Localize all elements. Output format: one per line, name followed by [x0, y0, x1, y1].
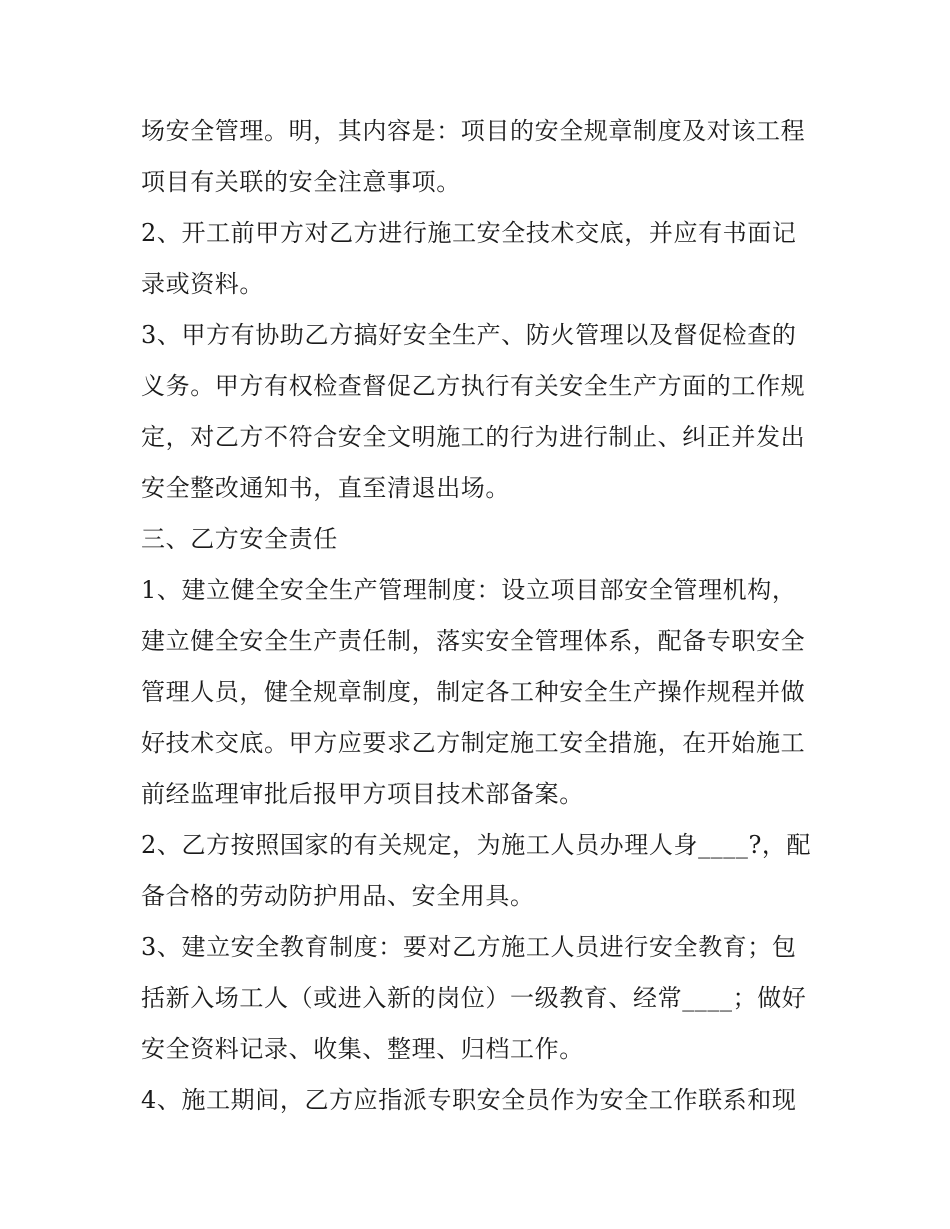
text-line: 3、建立安全教育制度：要对乙方施工人员进行安全教育；包	[141, 933, 797, 961]
text-line: 2、乙方按照国家的有关规定，为施工人员办理人身____?，配	[141, 831, 812, 859]
text-line: 建立健全安全生产责任制，落实安全管理体系，配备专职安全	[141, 627, 806, 655]
text-line: 好技术交底。甲方应要求乙方制定施工安全措施，在开始施工	[141, 729, 806, 757]
text-line: 场安全管理。明，其内容是：项目的安全规章制度及对该工程	[141, 117, 806, 145]
text-line: 3、甲方有协助乙方搞好安全生产、防火管理以及督促检查的	[141, 321, 797, 349]
section-heading: 三、乙方安全责任	[141, 525, 338, 553]
text-line: 安全整改通知书，直至清退出场。	[141, 474, 510, 502]
text-line: 4、施工期间，乙方应指派专职安全员作为安全工作联系和现	[141, 1086, 797, 1114]
text-line: 录或资料。	[141, 270, 264, 298]
document-body	[141, 106, 821, 1126]
text-line: 括新入场工人（或进入新的岗位）一级教育、经常____；做好	[141, 984, 807, 1012]
text-line: 备合格的劳动防护用品、安全用具。	[141, 882, 535, 910]
text-line: 前经监理审批后报甲方项目技术部备案。	[141, 780, 584, 808]
text-line: 项目有关联的安全注意事项。	[141, 168, 461, 196]
text-line: 义务。甲方有权检查督促乙方执行有关安全生产方面的工作规	[141, 372, 806, 400]
text-line: 安全资料记录、收集、整理、归档工作。	[141, 1035, 584, 1063]
text-line: 2、开工前甲方对乙方进行施工安全技术交底，并应有书面记	[141, 219, 797, 247]
text-line: 1、建立健全安全生产管理制度：设立项目部安全管理机构，	[141, 576, 797, 604]
text-line: 定，对乙方不符合安全文明施工的行为进行制止、纠正并发出	[141, 423, 806, 451]
text-line: 管理人员，健全规章制度，制定各工种安全生产操作规程并做	[141, 678, 806, 706]
